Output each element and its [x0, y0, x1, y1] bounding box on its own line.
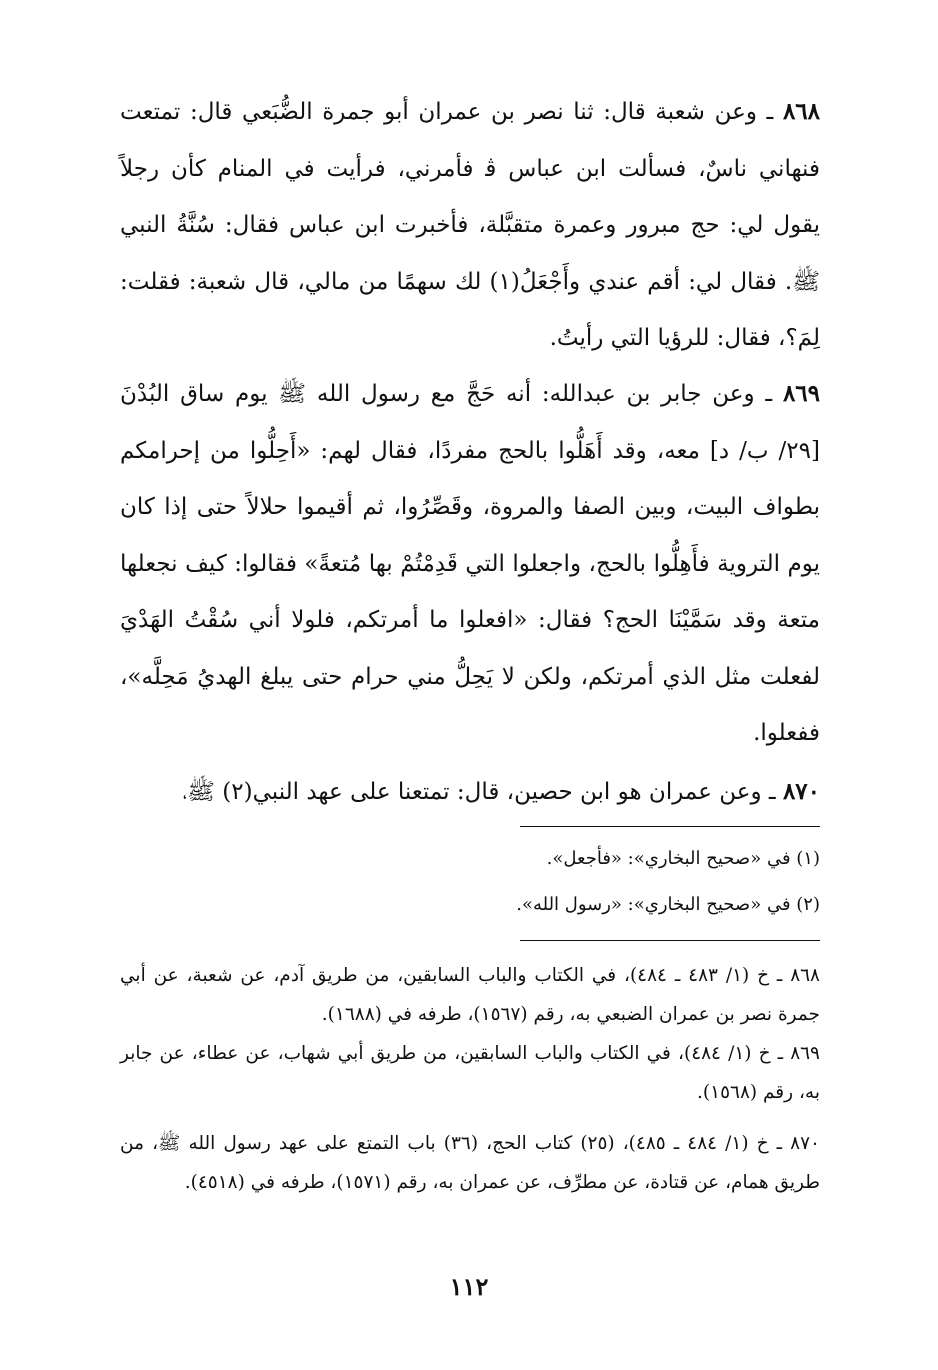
reference-number: ٨٦٩: [790, 1043, 820, 1064]
reference-text: ـ خ (١/ ٤٨٤ ـ ٤٨٥)، (٢٥) كتاب الحج، (٣٦) باب التمتع على عهد رسول الله ﷺ، من طريق همام، عن قتادة، عن مطرِّف، عن عمران به، رقم (١٥٧١)، طرفه في (٤٥١٨).: [120, 1133, 820, 1193]
reference-869: [120, 1034, 820, 1112]
hadith-number: ٨٧٠: [782, 778, 820, 805]
footnote-1: (١) في «صحيح البخاري»: «فأجعل».: [546, 848, 820, 869]
hadith-number: ٨٦٩: [782, 380, 820, 407]
hadith-text: ـ وعن عمران هو ابن حصين، قال: تمتعنا على عهد النبي(٢) ﷺ،: [182, 779, 776, 805]
footnote-divider: [520, 826, 820, 827]
hadith-text: ـ وعن جابر بن عبدالله: أنه حَجَّ مع رسول الله ﷺ يوم ساق البُدْنَ [٢٩/ ب/ د] معه، وقد أَهَلُّوا بالحج مفردًا، فقال لهم: «أَحِلُّوا من إحرامكم بطواف البيت، وبين الصفا والمروة، وقَصِّرُوا، ثم أقيموا حلالاً حتى إذا كان يوم التروية فأَهِلُّوا بالحج، واجعلوا التي قَدِمْتُمْ بها مُتعةً» فقالوا: كيف نجعلها متعة وقد سَمَّيْنَا الحج؟ فقال: «افعلوا ما أمرتكم، فلولا أني سُقْتُ الهَدْيَ لفعلت مثل الذي أمرتكم، ولكن لا يَحِلُّ مني حرام حتى يبلغ الهديُ مَحِلَّه»، ففعلوا.: [120, 381, 820, 746]
reference-870: [120, 1124, 820, 1202]
page-number: ١١٢: [449, 1272, 489, 1301]
footnote-2: (٢) في «صحيح البخاري»: «رسول الله».: [516, 894, 820, 915]
hadith-868: [120, 84, 820, 367]
hadith-870: [120, 764, 820, 821]
reference-number: ٨٧٠: [790, 1133, 820, 1154]
references-divider: [520, 940, 820, 941]
reference-text: ـ خ (١/ ٤٨٤)، في الكتاب والباب السابقين، من طريق أبي شهاب، عن عطاء، عن جابر به، رقم (١٥٦٨).: [120, 1043, 820, 1103]
hadith-869: [120, 366, 820, 762]
hadith-number: ٨٦٨: [782, 98, 820, 125]
hadith-text: ـ وعن شعبة قال: ثنا نصر بن عمران أبو جمرة الضُّبَعي قال: تمتعت فنهاني ناسٌ، فسألت ابن عباس ﭬ فأمرني، فرأيت في المنام كأن رجلاً يقول لي: حج مبرور وعمرة متقبَّلة، فأخبرت ابن عباس فقال: سُنَّةُ النبي ﷺ. فقال لي: أقم عندي وأَجْعَلُ(١) لك سهمًا من مالي، قال شعبة: فقلت: لِمَ؟، فقال: للرؤيا التي رأيتُ.: [120, 99, 821, 351]
reference-number: ٨٦٨: [790, 965, 820, 986]
reference-868: [120, 956, 820, 1034]
reference-text: ـ خ (١/ ٤٨٣ ـ ٤٨٤)، في الكتاب والباب السابقين، من طريق آدم، عن شعبة، عن أبي جمرة نصر بن عمران الضبعي به، رقم (١٥٦٧)، طرفه في (١٦٨٨).: [120, 965, 820, 1025]
